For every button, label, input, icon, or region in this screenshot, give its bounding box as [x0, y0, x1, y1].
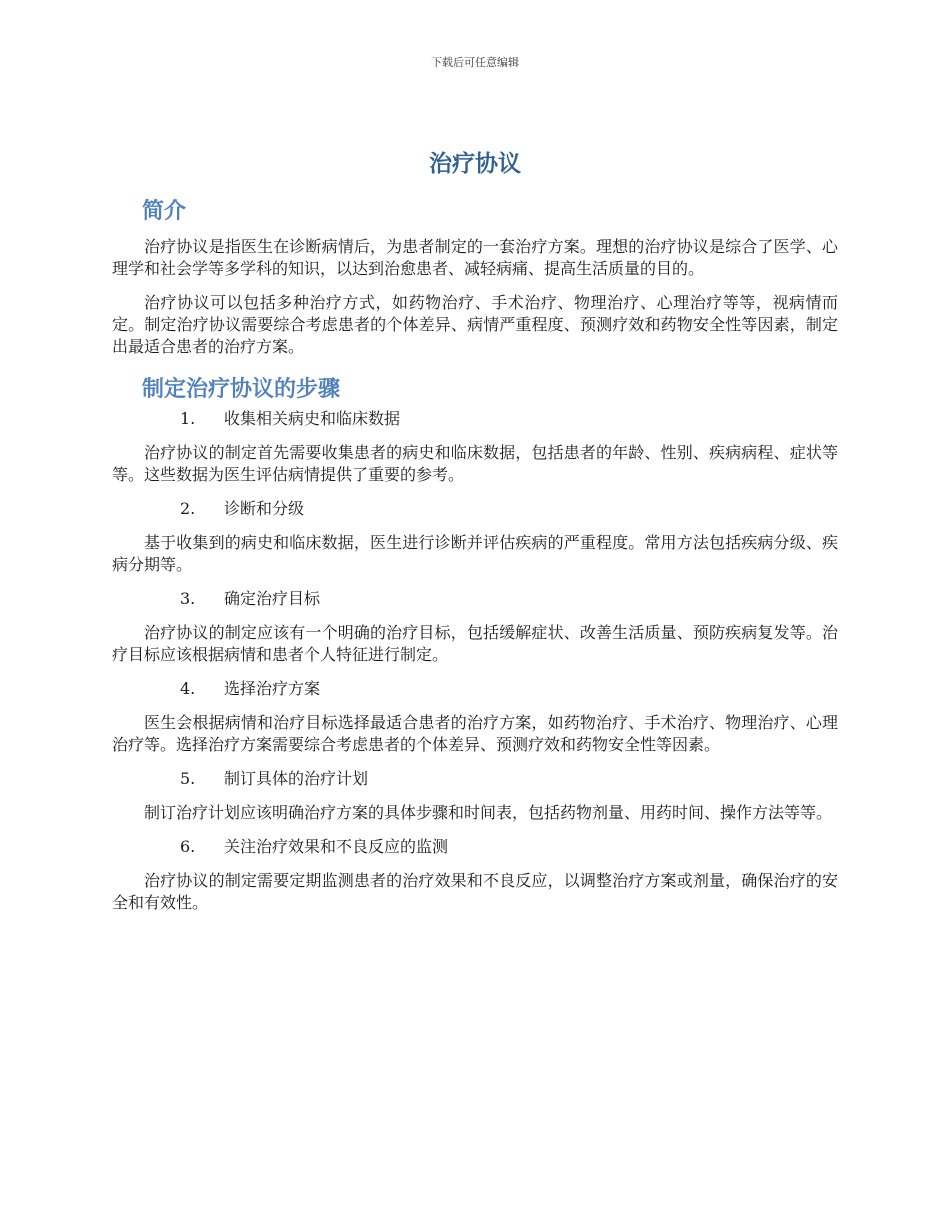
step-item-1	[112, 408, 838, 430]
step-number: 2.	[180, 499, 196, 518]
section-heading-intro: 简介	[142, 199, 187, 224]
document-body	[112, 146, 838, 914]
step-number: 6.	[180, 837, 196, 856]
step-title: 选择治疗方案	[224, 679, 321, 698]
step-title: 诊断和分级	[224, 499, 305, 518]
step-item-2	[112, 498, 838, 520]
step-number: 4.	[180, 679, 196, 698]
step-description-6: 治疗协议的制定需要定期监测患者的治疗效果和不良反应，以调整治疗方案或剂量，确保治疗的安全和有效性。	[112, 871, 838, 912]
step-number: 5.	[180, 769, 196, 788]
step-description-3: 治疗协议的制定应该有一个明确的治疗目标，包括缓解症状、改善生活质量、预防疾病复发等。治疗目标应该根据病情和患者个人特征进行制定。	[112, 623, 838, 664]
intro-paragraph-1: 治疗协议是指医生在诊断病情后，为患者制定的一套治疗方案。理想的治疗协议是综合了医学、心理学和社会学等多学科的知识，以达到治愈患者、减轻病痛、提高生活质量的目的。	[112, 237, 838, 278]
intro-paragraph-2: 治疗协议可以包括多种治疗方式，如药物治疗、手术治疗、物理治疗、心理治疗等等，视病情而定。制定治疗协议需要综合考虑患者的个体差异、病情严重程度、预测疗效和药物安全性等因素，制定出最适合患者的治疗方案。	[112, 293, 838, 356]
step-number: 1.	[180, 409, 196, 428]
step-description-4: 医生会根据病情和治疗目标选择最适合患者的治疗方案，如药物治疗、手术治疗、物理治疗、心理治疗等。选择治疗方案需要综合考虑患者的个体差异、预测疗效和药物安全性等因素。	[112, 713, 838, 754]
step-title: 关注治疗效果和不良反应的监测	[224, 837, 449, 856]
step-description-1: 治疗协议的制定首先需要收集患者的病史和临床数据，包括患者的年龄、性别、疾病病程、症状等等。这些数据为医生评估病情提供了重要的参考。	[112, 443, 838, 484]
step-description-2: 基于收集到的病史和临床数据，医生进行诊断并评估疾病的严重程度。常用方法包括疾病分级、疾病分期等。	[112, 533, 838, 574]
step-number: 3.	[180, 589, 196, 608]
step-item-6	[112, 836, 838, 858]
section-heading-steps: 制定治疗协议的步骤	[142, 377, 341, 402]
step-item-5	[112, 768, 838, 790]
step-title: 收集相关病史和临床数据	[224, 409, 401, 428]
step-item-4	[112, 678, 838, 700]
step-description-5: 制订治疗计划应该明确治疗方案的具体步骤和时间表，包括药物剂量、用药时间、操作方法等等。	[144, 803, 833, 822]
step-item-3	[112, 588, 838, 610]
page-header: 下载后可任意编辑	[431, 56, 519, 69]
document-title: 治疗协议	[429, 151, 521, 177]
step-title: 确定治疗目标	[224, 589, 321, 608]
step-title: 制订具体的治疗计划	[224, 769, 369, 788]
